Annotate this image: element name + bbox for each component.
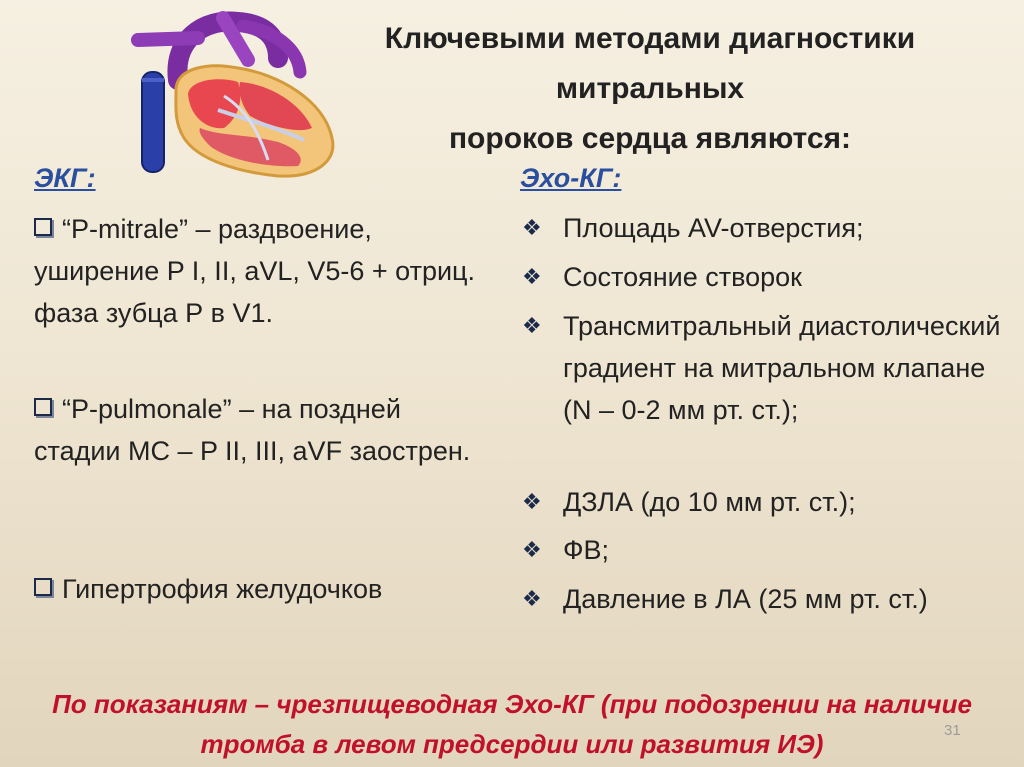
title-line-1: Ключевыми методами диагностики — [384, 22, 916, 55]
checkbox-icon — [34, 398, 52, 416]
title-line-3: пороков сердца являются: — [448, 122, 852, 155]
echo-item-text: Трансмитральный диастолический градиент на митральном клапане (N – 0-2 мм рт. ст.); — [563, 311, 1001, 425]
footer-note: По показаниям – чрезпищеводная Эхо-КГ (при подозрении на наличие тромба в левом предсердии или развития ИЭ) — [52, 689, 972, 759]
ecg-list-item — [34, 568, 494, 610]
echo-item-text: ДЗЛА (до 10 мм рт. ст.); — [563, 487, 856, 517]
echo-item-text: Состояние створок — [563, 262, 802, 292]
slide-title — [300, 14, 1000, 164]
echo-item-text: Давление в ЛА (25 мм рт. ст.) — [563, 584, 928, 614]
echo-list-item — [522, 207, 1002, 249]
ecg-heading: ЭКГ: — [34, 163, 96, 193]
echo-item-text: Площадь AV-отверстия; — [563, 213, 864, 243]
echo-heading: Эхо-КГ: — [520, 163, 622, 193]
four-diamond-icon: ❖ — [522, 264, 542, 289]
echo-list-item — [522, 578, 1002, 620]
four-diamond-icon: ❖ — [522, 586, 542, 611]
echo-list-item — [522, 256, 1002, 298]
four-diamond-icon: ❖ — [522, 489, 542, 514]
echo-list-item — [522, 529, 1002, 571]
four-diamond-icon: ❖ — [522, 537, 542, 562]
ecg-item-text: “P-mitrale” – раздвоение, уширение P I, II, aVL, V5-6 + отриц. фаза зубца Р в V1. — [34, 214, 476, 328]
ecg-item-text: “P-pulmonale” – на поздней стадии МС – P II, III, aVF заострен. — [34, 394, 471, 466]
ecg-item-text: Гипертрофия желудочков — [62, 574, 383, 604]
ecg-list-item — [34, 208, 494, 334]
checkbox-icon — [34, 578, 52, 596]
checkbox-icon — [34, 218, 52, 236]
echo-list-item — [522, 481, 1002, 523]
echo-item-text: ФВ; — [563, 535, 610, 565]
ecg-list-item — [34, 388, 494, 472]
title-line-2: митральных — [555, 72, 745, 105]
four-diamond-icon: ❖ — [522, 215, 542, 240]
page-number: 31 — [944, 722, 961, 739]
echo-list-item — [522, 305, 1002, 431]
four-diamond-icon: ❖ — [522, 313, 542, 338]
